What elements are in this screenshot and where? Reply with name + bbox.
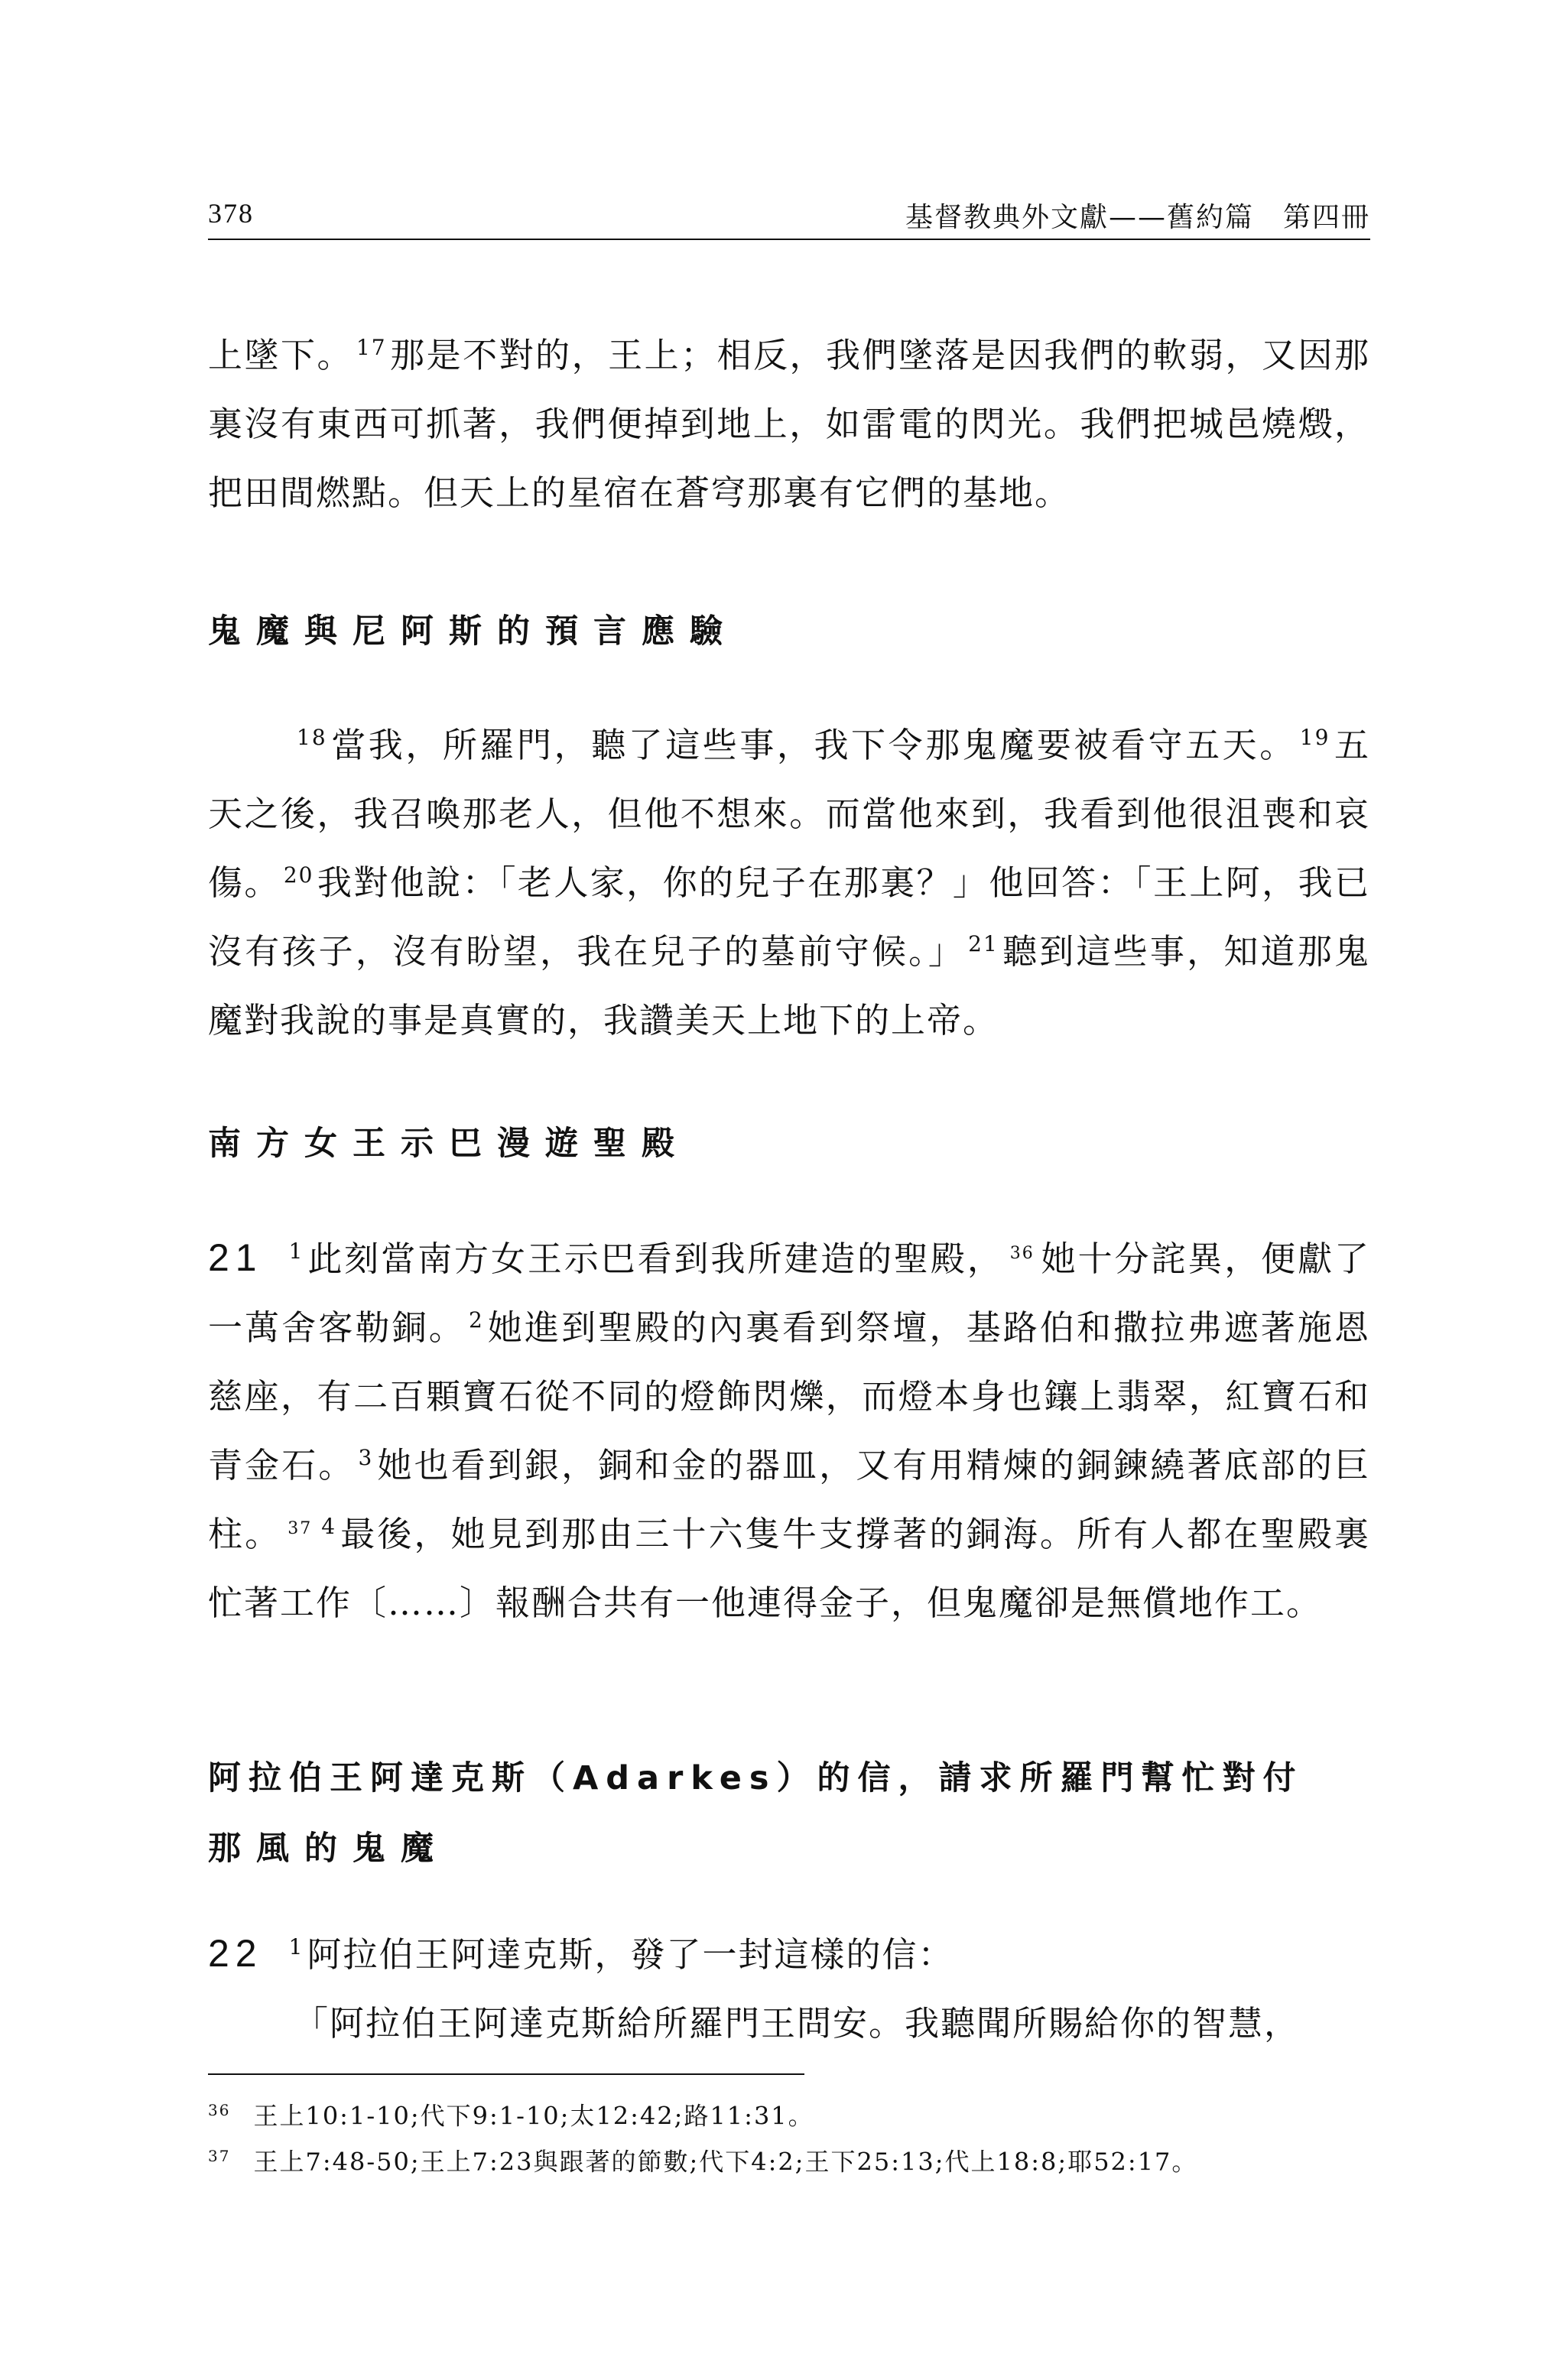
chapter-number: 22 xyxy=(208,1932,263,1975)
verse-number: 17 xyxy=(356,335,387,360)
footnote-ref[interactable]: 36 xyxy=(1009,1244,1035,1263)
text: 她進到聖殿的內裏看到祭壇，基路伯和撒拉弗遮著施恩慈座，有二百顆寶石從不同的燈飾閃爍，而燈本身也鑲上翡翠，紅寶石和青金石。 xyxy=(208,1307,1370,1485)
page-header xyxy=(208,193,1370,239)
page-number: 378 xyxy=(208,198,254,229)
text: 「阿拉伯王阿達克斯給所羅門王問安。我聽聞所賜給你的智慧， xyxy=(294,2003,1301,2044)
page xyxy=(208,0,1370,2380)
text: 最後，她見到那由三十六隻牛支撐著的銅海。所有人都在聖殿裏忙著工作〔……〕報酬合共有一他連得金子，但鬼魔卻是無償地作工。 xyxy=(208,1514,1370,1623)
verse-number: 2 xyxy=(468,1307,484,1333)
text: 當我，所羅門，聽了這些事，我下令那鬼魔要被看守五天。 xyxy=(330,725,1297,765)
paragraph-1 xyxy=(208,321,1370,528)
text: 她十分詫異，便獻了一萬舍客勒銅。 xyxy=(208,1239,1370,1348)
text: 聽到這些事，知道那鬼魔對我說的事是真實的，我讚美天上地下的上帝。 xyxy=(208,931,1370,1041)
verse-number: 20 xyxy=(283,862,314,888)
header-rule xyxy=(208,239,1370,240)
text: 那是不對的，王上；相反，我們墜落是因我們的軟弱，又因那裏沒有東西可抓著，我們便掉到地上，如雷電的閃光。我們把城邑燒燬，把田間燃點。但天上的星宿在蒼穹那裏有它們的基地。 xyxy=(208,335,1370,513)
footnote-rule xyxy=(208,2073,804,2075)
verse-number: 4 xyxy=(321,1514,337,1539)
section-heading-3 xyxy=(208,1743,1370,1884)
verse-number: 18 xyxy=(297,725,327,750)
section-heading-3-line2: 那風的鬼魔 xyxy=(208,1830,449,1868)
chapter-number: 21 xyxy=(208,1236,263,1279)
section-heading-2: 南方女王示巴漫遊聖殿 xyxy=(208,1125,690,1163)
footnote-36 xyxy=(208,2095,1370,2132)
text: 她也看到銀，銅和金的器皿，又有用精煉的銅鍊繞著底部的巨柱。 xyxy=(208,1445,1370,1554)
footnote-text: 王上10:1-10;代下9:1-10;太12:42;路11:31。 xyxy=(253,2101,814,2131)
section-heading-1: 鬼魔與尼阿斯的預言應驗 xyxy=(208,612,738,651)
paragraph-2 xyxy=(208,711,1370,1055)
text: 我對他說：「老人家，你的兒子在那裏？」他回答：「王上阿，我已沒有孩子，沒有盼望，我在兒子的墓前守候。」 xyxy=(208,862,1370,972)
text: 上墜下。 xyxy=(208,335,353,375)
footnote-ref[interactable]: 37 xyxy=(288,1519,313,1538)
footnote-37 xyxy=(208,2141,1370,2177)
section-heading-3-line1: 阿拉伯王阿達克斯（Adarkes）的信，請求所羅門幫忙對付 xyxy=(208,1759,1304,1797)
paragraph-4 xyxy=(208,1919,1370,2058)
verse-number: 21 xyxy=(968,931,999,956)
verse-number: 3 xyxy=(358,1445,374,1470)
text: 阿拉伯王阿達克斯，發了一封這樣的信： xyxy=(307,1934,954,1975)
verse-number: 1 xyxy=(288,1934,304,1960)
verse-number: 19 xyxy=(1299,725,1330,750)
text: 此刻當南方女王示巴看到我所建造的聖殿， xyxy=(307,1239,1004,1279)
running-title: 基督教典外文獻——舊約篇 第四冊 xyxy=(905,202,1370,233)
paragraph-3 xyxy=(208,1223,1370,1638)
verse-number: 1 xyxy=(288,1239,304,1264)
footnote-mark: 37 xyxy=(208,2147,231,2165)
footnote-text: 王上7:48-50;王上7:23與跟著的節數;代下4:2;王下25:13;代上18:8;耶52:17。 xyxy=(253,2147,1198,2177)
text: 五天之後，我召喚那老人，但他不想來。而當他來到，我看到他很沮喪和哀傷。 xyxy=(208,725,1370,903)
footnote-mark: 36 xyxy=(208,2101,231,2119)
